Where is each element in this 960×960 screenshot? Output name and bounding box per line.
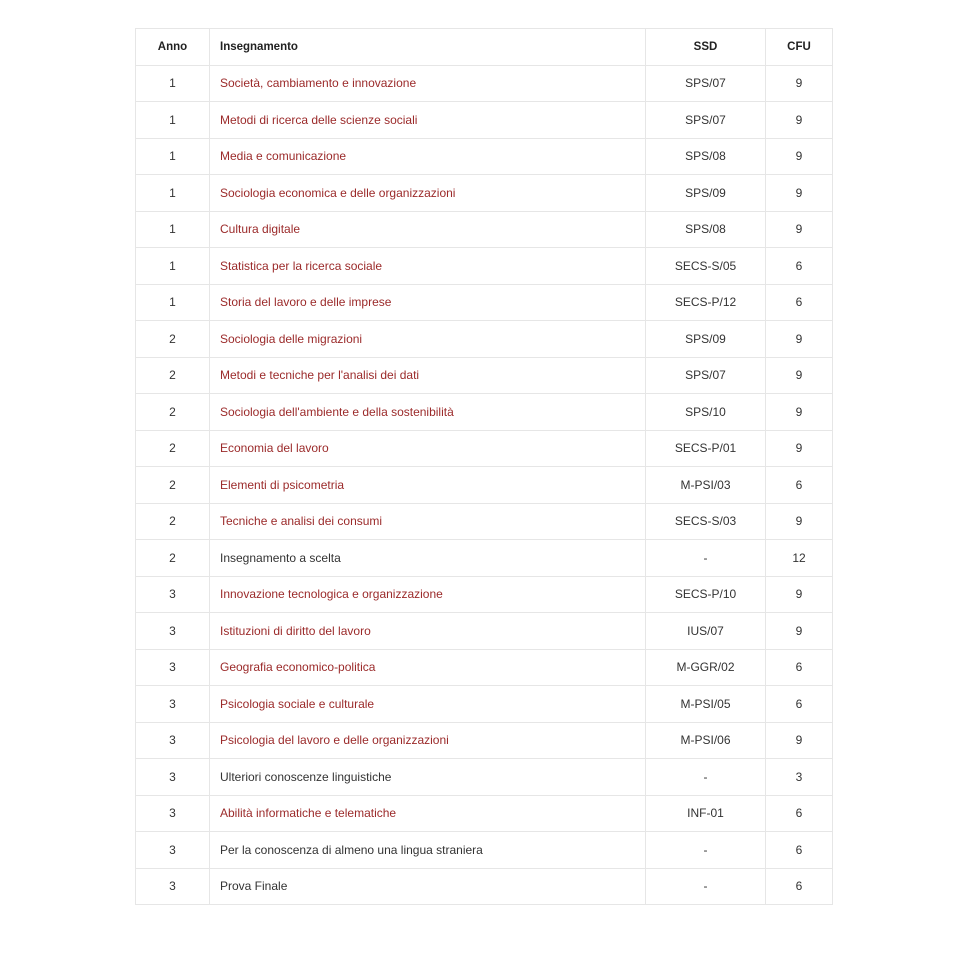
cell-ssd: SPS/09 — [646, 175, 766, 212]
cell-insegnamento — [210, 321, 646, 358]
course-link[interactable]: Tecniche e analisi dei consumi — [220, 514, 383, 529]
course-link[interactable]: Economia del lavoro — [220, 441, 329, 456]
course-link[interactable]: Psicologia del lavoro e delle organizzazioni — [220, 733, 449, 748]
cell-cfu: 6 — [766, 832, 833, 869]
cell-anno: 1 — [136, 284, 210, 321]
cell-ssd: SPS/07 — [646, 102, 766, 139]
header-insegnamento: Insegnamento — [210, 29, 646, 66]
table-row — [136, 467, 833, 504]
course-link[interactable]: Geografia economico-politica — [220, 660, 376, 675]
cell-insegnamento — [210, 138, 646, 175]
cell-ssd: IUS/07 — [646, 613, 766, 650]
cell-anno: 3 — [136, 649, 210, 686]
course-link[interactable]: Cultura digitale — [220, 222, 301, 237]
cell-insegnamento — [210, 722, 646, 759]
cell-anno: 1 — [136, 138, 210, 175]
cell-ssd: INF-01 — [646, 795, 766, 832]
cell-ssd: SECS-P/12 — [646, 284, 766, 321]
header-ssd: SSD — [646, 29, 766, 66]
table-row — [136, 540, 833, 577]
table-row — [136, 759, 833, 796]
cell-anno: 2 — [136, 394, 210, 431]
course-link[interactable]: Media e comunicazione — [220, 149, 347, 164]
cell-anno: 3 — [136, 795, 210, 832]
cell-anno: 1 — [136, 65, 210, 102]
cell-cfu: 6 — [766, 686, 833, 723]
cell-cfu: 6 — [766, 795, 833, 832]
cell-anno: 1 — [136, 248, 210, 285]
table-row — [136, 832, 833, 869]
cell-anno: 3 — [136, 722, 210, 759]
cell-insegnamento — [210, 503, 646, 540]
cell-ssd: - — [646, 832, 766, 869]
cell-insegnamento — [210, 759, 646, 796]
cell-insegnamento — [210, 357, 646, 394]
cell-cfu: 9 — [766, 211, 833, 248]
course-link[interactable]: Metodi e tecniche per l'analisi dei dati — [220, 368, 420, 383]
course-label: Prova Finale — [220, 879, 288, 894]
course-link[interactable]: Abilità informatiche e telematiche — [220, 806, 397, 821]
course-link[interactable]: Statistica per la ricerca sociale — [220, 258, 383, 273]
cell-anno: 2 — [136, 467, 210, 504]
cell-anno: 2 — [136, 540, 210, 577]
cell-anno: 3 — [136, 613, 210, 650]
cell-cfu: 12 — [766, 540, 833, 577]
cell-cfu: 9 — [766, 576, 833, 613]
cell-anno: 1 — [136, 102, 210, 139]
course-table — [135, 28, 833, 905]
cell-insegnamento — [210, 394, 646, 431]
cell-cfu: 9 — [766, 503, 833, 540]
course-table-container — [135, 28, 832, 905]
cell-ssd: M-PSI/05 — [646, 686, 766, 723]
table-row — [136, 138, 833, 175]
table-row — [136, 868, 833, 905]
course-link[interactable]: Società, cambiamento e innovazione — [220, 76, 417, 91]
cell-ssd: SPS/07 — [646, 357, 766, 394]
table-row — [136, 430, 833, 467]
table-row — [136, 722, 833, 759]
cell-cfu: 9 — [766, 394, 833, 431]
course-link[interactable]: Sociologia economica e delle organizzazioni — [220, 185, 456, 200]
course-label: Insegnamento a scelta — [220, 550, 341, 565]
course-label: Per la conoscenza di almeno una lingua straniera — [220, 842, 483, 857]
cell-anno: 2 — [136, 503, 210, 540]
header-row — [136, 29, 833, 66]
table-row — [136, 102, 833, 139]
cell-cfu: 9 — [766, 430, 833, 467]
cell-ssd: SPS/07 — [646, 65, 766, 102]
cell-cfu: 9 — [766, 175, 833, 212]
table-row — [136, 649, 833, 686]
course-link[interactable]: Storia del lavoro e delle imprese — [220, 295, 392, 310]
cell-insegnamento — [210, 211, 646, 248]
table-row — [136, 175, 833, 212]
cell-cfu: 9 — [766, 613, 833, 650]
cell-anno: 3 — [136, 576, 210, 613]
header-anno: Anno — [136, 29, 210, 66]
cell-ssd: M-GGR/02 — [646, 649, 766, 686]
cell-insegnamento — [210, 65, 646, 102]
cell-ssd: - — [646, 759, 766, 796]
table-header — [136, 29, 833, 66]
cell-insegnamento — [210, 868, 646, 905]
cell-anno: 1 — [136, 175, 210, 212]
course-link[interactable]: Elementi di psicometria — [220, 477, 345, 492]
cell-anno: 3 — [136, 686, 210, 723]
cell-insegnamento — [210, 832, 646, 869]
table-row — [136, 795, 833, 832]
cell-cfu: 9 — [766, 722, 833, 759]
table-row — [136, 248, 833, 285]
table-row — [136, 65, 833, 102]
cell-cfu: 9 — [766, 138, 833, 175]
cell-insegnamento — [210, 430, 646, 467]
table-row — [136, 211, 833, 248]
cell-insegnamento — [210, 102, 646, 139]
cell-insegnamento — [210, 649, 646, 686]
cell-anno: 3 — [136, 868, 210, 905]
cell-ssd: M-PSI/03 — [646, 467, 766, 504]
course-label: Ulteriori conoscenze linguistiche — [220, 769, 392, 784]
course-link[interactable]: Innovazione tecnologica e organizzazione — [220, 587, 443, 602]
table-row — [136, 503, 833, 540]
cell-insegnamento — [210, 175, 646, 212]
course-link[interactable]: Sociologia delle migrazioni — [220, 331, 363, 346]
cell-anno: 2 — [136, 321, 210, 358]
cell-cfu: 6 — [766, 467, 833, 504]
cell-cfu: 6 — [766, 868, 833, 905]
cell-ssd: SECS-S/03 — [646, 503, 766, 540]
cell-anno: 1 — [136, 211, 210, 248]
cell-insegnamento — [210, 467, 646, 504]
cell-ssd: SPS/10 — [646, 394, 766, 431]
table-row — [136, 321, 833, 358]
cell-ssd: SECS-P/01 — [646, 430, 766, 467]
cell-ssd: SPS/08 — [646, 138, 766, 175]
cell-insegnamento — [210, 284, 646, 321]
cell-insegnamento — [210, 540, 646, 577]
cell-cfu: 6 — [766, 284, 833, 321]
table-row — [136, 686, 833, 723]
cell-cfu: 6 — [766, 649, 833, 686]
cell-anno: 3 — [136, 832, 210, 869]
course-link[interactable]: Metodi di ricerca delle scienze sociali — [220, 112, 418, 127]
table-row — [136, 284, 833, 321]
cell-cfu: 3 — [766, 759, 833, 796]
cell-insegnamento — [210, 686, 646, 723]
cell-cfu: 9 — [766, 321, 833, 358]
cell-cfu: 9 — [766, 357, 833, 394]
cell-anno: 3 — [136, 759, 210, 796]
cell-ssd: - — [646, 540, 766, 577]
table-body — [136, 65, 833, 905]
cell-cfu: 6 — [766, 248, 833, 285]
table-row — [136, 576, 833, 613]
cell-ssd: SECS-P/10 — [646, 576, 766, 613]
cell-cfu: 9 — [766, 65, 833, 102]
table-row — [136, 394, 833, 431]
cell-cfu: 9 — [766, 102, 833, 139]
cell-insegnamento — [210, 576, 646, 613]
cell-ssd: M-PSI/06 — [646, 722, 766, 759]
cell-ssd: SECS-S/05 — [646, 248, 766, 285]
table-row — [136, 357, 833, 394]
table-row — [136, 613, 833, 650]
cell-insegnamento — [210, 613, 646, 650]
cell-ssd: SPS/08 — [646, 211, 766, 248]
cell-insegnamento — [210, 795, 646, 832]
cell-insegnamento — [210, 248, 646, 285]
cell-ssd: - — [646, 868, 766, 905]
course-link[interactable]: Istituzioni di diritto del lavoro — [220, 623, 371, 638]
header-cfu: CFU — [766, 29, 833, 66]
course-link[interactable]: Sociologia dell'ambiente e della sostenibilità — [220, 404, 454, 419]
cell-anno: 2 — [136, 430, 210, 467]
cell-ssd: SPS/09 — [646, 321, 766, 358]
cell-anno: 2 — [136, 357, 210, 394]
course-link[interactable]: Psicologia sociale e culturale — [220, 696, 375, 711]
